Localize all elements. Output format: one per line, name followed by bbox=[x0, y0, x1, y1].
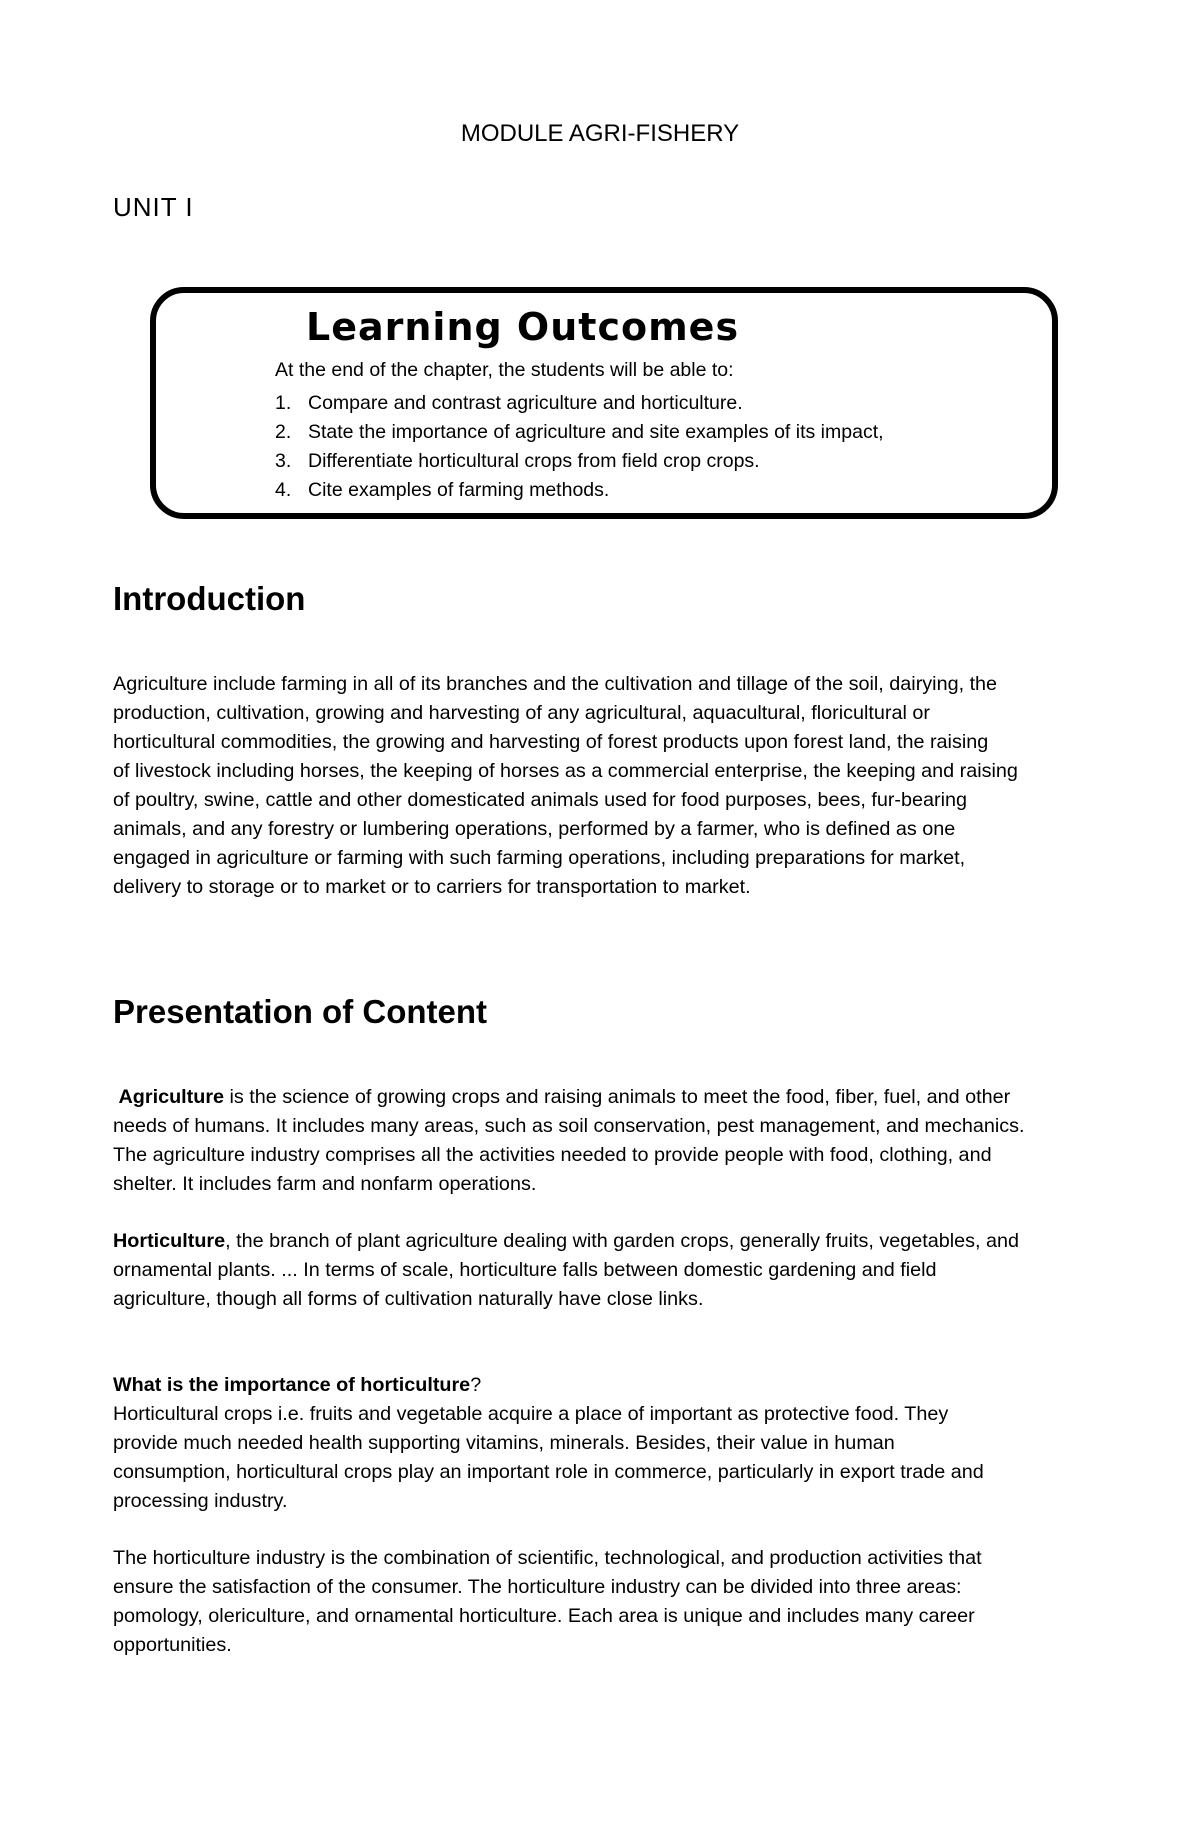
paragraph-line: provide much needed health supporting vitamins, minerals. Besides, their value in human bbox=[113, 1432, 895, 1454]
introduction-paragraph bbox=[113, 670, 1098, 902]
agriculture-term: Agriculture bbox=[118, 1086, 225, 1108]
importance-question: What is the importance of horticulture bbox=[113, 1374, 471, 1396]
outcome-text: Differentiate horticultural crops from field crop crops. bbox=[308, 450, 760, 472]
agriculture-paragraph bbox=[113, 1083, 1098, 1199]
introduction-heading: Introduction bbox=[113, 580, 306, 617]
outcome-item bbox=[275, 447, 884, 476]
question-mark: ? bbox=[470, 1374, 482, 1396]
outcome-number: 3. bbox=[275, 450, 292, 472]
module-title: MODULE AGRI-FISHERY bbox=[460, 120, 740, 147]
learning-outcomes-heading: Learning Outcomes bbox=[306, 305, 740, 349]
paragraph-line: production, cultivation, growing and harvesting of any agricultural, aquacultural, floricultural or bbox=[113, 702, 930, 724]
paragraph-line: The agriculture industry comprises all the activities needed to provide people with food, clothing, and bbox=[113, 1144, 992, 1166]
paragraph-line: of livestock including horses, the keeping of horses as a commercial enterprise, the keeping and raising bbox=[113, 760, 1018, 782]
paragraph-line: opportunities. bbox=[113, 1634, 232, 1656]
learning-outcomes-intro: At the end of the chapter, the students will be able to: bbox=[275, 359, 734, 381]
horticulture-paragraph bbox=[113, 1227, 1098, 1314]
outcome-number: 2. bbox=[275, 421, 292, 443]
industry-paragraph bbox=[113, 1544, 1098, 1660]
presentation-heading: Presentation of Content bbox=[113, 993, 488, 1030]
paragraph-line bbox=[113, 1371, 1098, 1400]
paragraph-line bbox=[113, 1083, 1098, 1112]
paragraph-line: consumption, horticultural crops play an important role in commerce, particularly in export trade and bbox=[113, 1461, 984, 1483]
paragraph-line bbox=[113, 1227, 1098, 1256]
paragraph-line: Agriculture include farming in all of its branches and the cultivation and tillage of the soil, dairying, the bbox=[113, 673, 998, 695]
outcome-text: Cite examples of farming methods. bbox=[308, 479, 610, 501]
agriculture-definition: is the science of growing crops and raising animals to meet the food, fiber, fuel, and other bbox=[224, 1086, 1011, 1108]
outcome-number: 1. bbox=[275, 392, 292, 414]
outcome-text: Compare and contrast agriculture and horticulture. bbox=[308, 392, 743, 414]
outcome-item bbox=[275, 418, 884, 447]
paragraph-line: ensure the satisfaction of the consumer. The horticulture industry can be divided into three areas: bbox=[113, 1576, 962, 1598]
paragraph-line: shelter. It includes farm and nonfarm operations. bbox=[113, 1173, 537, 1195]
outcome-text: State the importance of agriculture and site examples of its impact, bbox=[308, 421, 884, 443]
paragraph-line: Horticultural crops i.e. fruits and vegetable acquire a place of important as protective food. They bbox=[113, 1403, 949, 1425]
paragraph-line: engaged in agriculture or farming with such farming operations, including preparations for market, bbox=[113, 847, 966, 869]
outcome-item bbox=[275, 389, 884, 418]
paragraph-line: horticultural commodities, the growing and harvesting of forest products upon forest land, the raising bbox=[113, 731, 989, 753]
learning-outcomes-list bbox=[275, 389, 884, 505]
paragraph-line: pomology, olericulture, and ornamental horticulture. Each area is unique and includes many career bbox=[113, 1605, 975, 1627]
paragraph-line: of poultry, swine, cattle and other domesticated animals used for food purposes, bees, fur-bearing bbox=[113, 789, 968, 811]
paragraph-line: agriculture, though all forms of cultivation naturally have close links. bbox=[113, 1288, 704, 1310]
horticulture-definition: , the branch of plant agriculture dealing with garden crops, generally fruits, vegetables, and bbox=[225, 1230, 1020, 1252]
paragraph-line: The horticulture industry is the combination of scientific, technological, and production activities that bbox=[113, 1547, 982, 1569]
paragraph-line: animals, and any forestry or lumbering operations, performed by a farmer, who is defined as one bbox=[113, 818, 956, 840]
outcome-number: 4. bbox=[275, 479, 292, 501]
paragraph-line: processing industry. bbox=[113, 1490, 288, 1512]
horticulture-term: Horticulture bbox=[113, 1230, 226, 1252]
paragraph-line: delivery to storage or to market or to carriers for transportation to market. bbox=[113, 876, 751, 898]
importance-paragraph bbox=[113, 1371, 1098, 1516]
unit-title: UNIT I bbox=[113, 192, 194, 222]
paragraph-line: needs of humans. It includes many areas, such as soil conservation, pest management, and mechanics. bbox=[113, 1115, 1025, 1137]
outcome-item bbox=[275, 476, 884, 505]
paragraph-line: ornamental plants. ... In terms of scale, horticulture falls between domestic gardening and field bbox=[113, 1259, 937, 1281]
learning-outcomes-box bbox=[150, 287, 1058, 519]
